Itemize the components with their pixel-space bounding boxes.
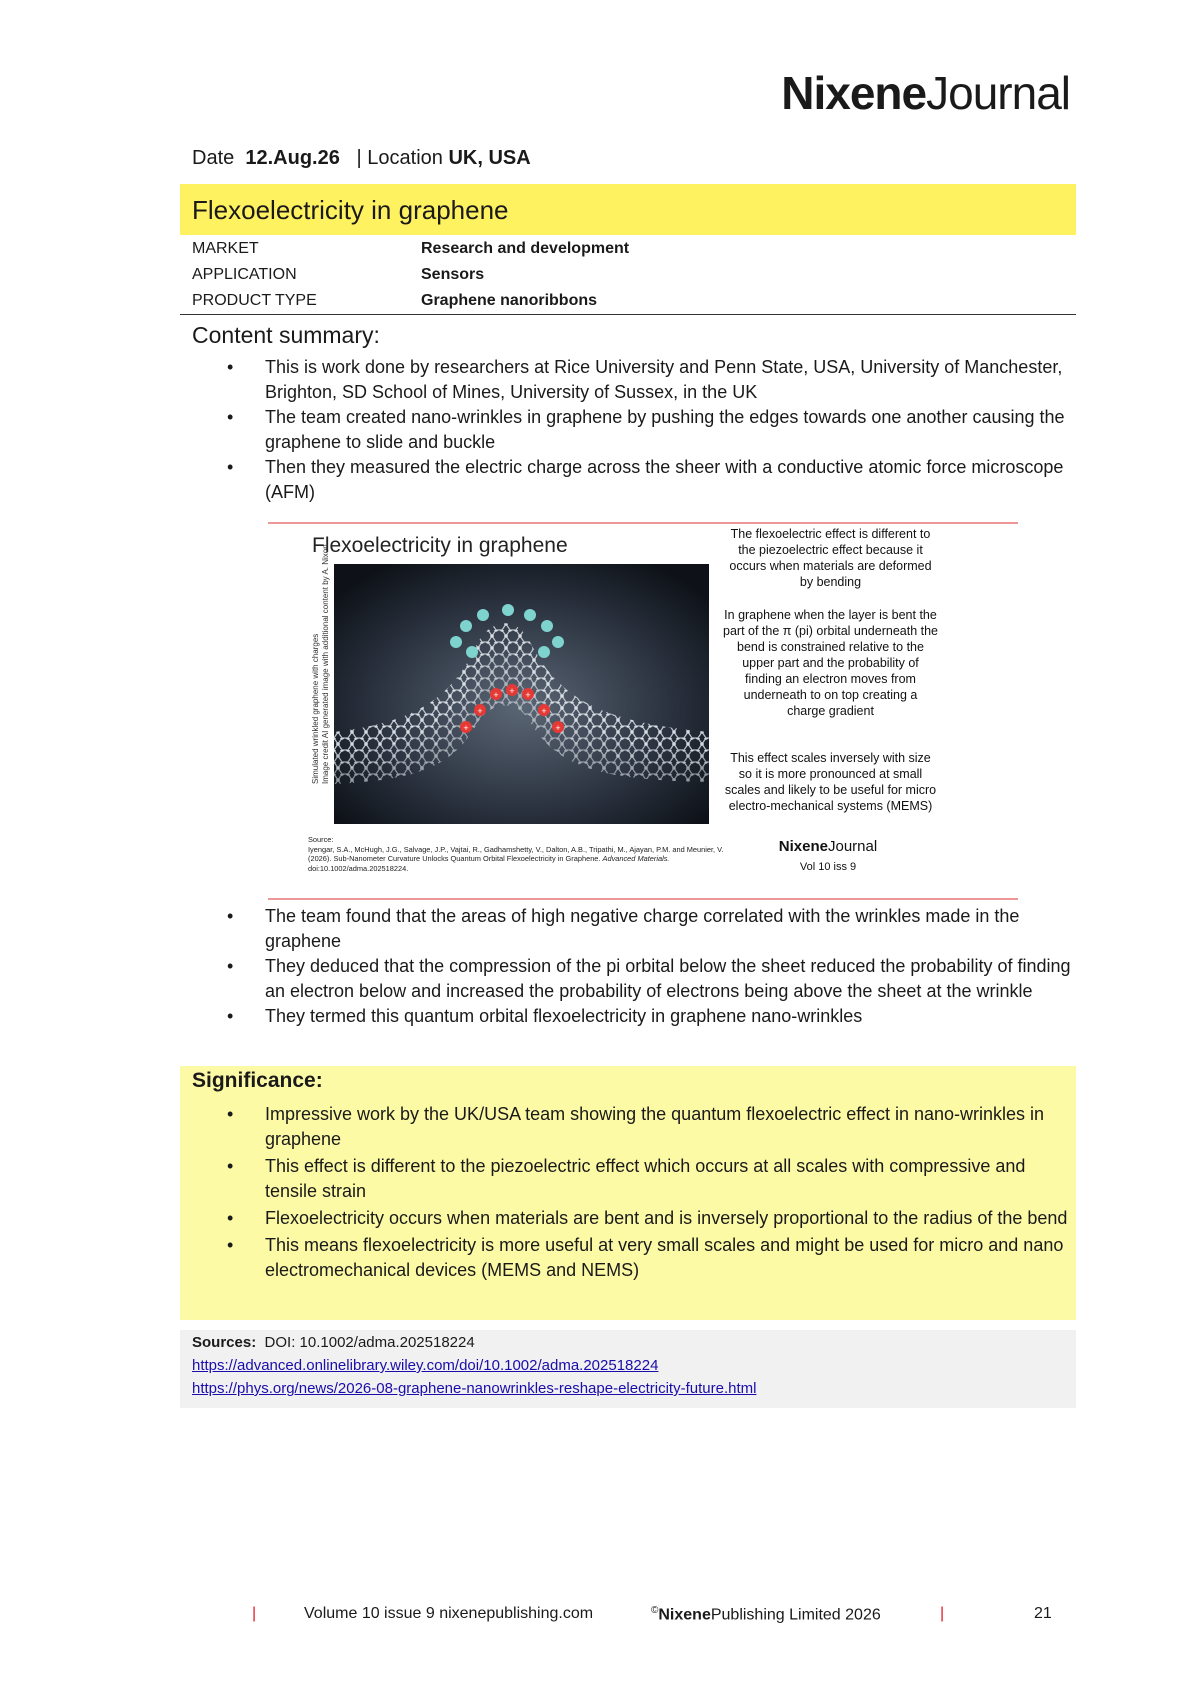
svg-text:+: + bbox=[525, 690, 531, 700]
meta-label-product-type: PRODUCT TYPE bbox=[192, 292, 317, 309]
list-item: • Then they measured the electric charge across the sheer with a conductive atomic force microscope (AFM) bbox=[192, 455, 1072, 505]
list-item: • This is work done by researchers at Rice University and Penn State, USA, University of Manchester, Brighton, SD School of Mines, University of Sussex, in the UK bbox=[192, 355, 1072, 405]
svg-text:+: + bbox=[463, 723, 469, 733]
list-item: • The team created nano-wrinkles in graphene by pushing the edges towards one another causing the graphene to slide and buckle bbox=[192, 405, 1072, 455]
svg-text:+: + bbox=[477, 706, 483, 716]
list-item: • This means flexoelectricity is more useful at very small scales and might be used for micro and nano electromechanical devices (MEMS and NEMS) bbox=[192, 1233, 1072, 1283]
figure-text-2: In graphene when the layer is bent the part of the π (pi) orbital underneath the bend is constrained relative to the upper part and the probability of finding an electron moves from underneath to on top creating a charge gradient bbox=[723, 608, 938, 718]
list-item: • They termed this quantum orbital flexoelectricity in graphene nano-wrinkles bbox=[192, 1004, 1072, 1029]
figure-source-label: Source: bbox=[308, 835, 334, 844]
svg-text:+: + bbox=[509, 686, 515, 696]
figure-side-caption-1: Simulated wrinkled graphene with charges bbox=[311, 633, 320, 784]
location-label: | Location bbox=[356, 147, 443, 169]
divider bbox=[180, 314, 1076, 315]
figure-text-3: This effect scales inversely with size so it is more pronounced at small scales and likely to be useful for micro electro-mechanical systems (MEMS) bbox=[724, 751, 937, 813]
list-item: • Impressive work by the UK/USA team showing the quantum flexoelectric effect in nano-wrinkles in graphene bbox=[192, 1102, 1072, 1152]
list-item: • Flexoelectricity occurs when materials are bent and is inversely proportional to the radius of the bend bbox=[192, 1206, 1072, 1231]
svg-text:+: + bbox=[541, 706, 547, 716]
logo-light: Journal bbox=[926, 67, 1070, 119]
significance-list bbox=[192, 1102, 1072, 1283]
logo-bold: Nixene bbox=[781, 67, 927, 119]
list-item: • This effect is different to the piezoelectric effect which occurs at all scales with compressive and tensile strain bbox=[192, 1154, 1072, 1204]
meta-label-market: MARKET bbox=[192, 240, 259, 257]
figure-text-1: The flexoelectric effect is different to the piezoelectric effect because it occurs when materials are deformed by bending bbox=[729, 527, 932, 589]
list-item: • They deduced that the compression of the pi orbital below the sheet reduced the probability of finding an electron below and increased the probability of electrons being above the sheet at the wrinkle bbox=[192, 954, 1072, 1004]
meta-value-application: Sensors bbox=[421, 266, 485, 283]
summary-list-bottom bbox=[192, 904, 1072, 1029]
meta-value-market: Research and development bbox=[421, 240, 630, 257]
copyright-symbol: © bbox=[651, 1605, 659, 1616]
page-number: 21 bbox=[1034, 1605, 1052, 1622]
article-title: Flexoelectricity in graphene bbox=[192, 195, 509, 225]
meta-value-product-type: Graphene nanoribbons bbox=[421, 292, 598, 309]
footer-publisher-rest: Publishing Limited 2026 bbox=[710, 1606, 881, 1624]
graphene-image bbox=[334, 564, 709, 824]
footer-separator-left: | bbox=[252, 1605, 257, 1622]
figure-source-journal: Advanced Materials. bbox=[602, 854, 670, 863]
date-value: 12.Aug.26 bbox=[245, 147, 340, 169]
footer-publisher-bold: Nixene bbox=[658, 1606, 711, 1624]
summary-heading: Content summary: bbox=[192, 322, 380, 348]
significance-heading: Significance: bbox=[192, 1069, 323, 1092]
location-value: UK, USA bbox=[448, 147, 531, 169]
figure-source-doi: doi:10.1002/adma.202518224. bbox=[308, 863, 409, 873]
source-link-2[interactable]: https://phys.org/news/2026-08-graphene-nanowrinkles-reshape-electricity-future.html bbox=[192, 1380, 757, 1397]
article-title-bar bbox=[180, 184, 1076, 235]
figure-source bbox=[308, 835, 738, 873]
meta-label-application: APPLICATION bbox=[192, 266, 297, 283]
sources-link-2-line bbox=[192, 1380, 756, 1397]
sources-doi: DOI: 10.1002/adma.202518224 bbox=[264, 1334, 475, 1351]
date-label: Date bbox=[192, 147, 235, 169]
dateline bbox=[192, 147, 531, 170]
footer-copyright bbox=[651, 1605, 881, 1624]
figure-svg bbox=[268, 522, 1018, 900]
figure-title: Flexoelectricity in graphene bbox=[312, 534, 568, 557]
list-item: • The team found that the areas of high negative charge correlated with the wrinkles made in the graphene bbox=[192, 904, 1072, 954]
sources-doi-line bbox=[192, 1334, 475, 1351]
figure-side-caption-2: Image credit AI generated image with additional content by A. Nixon bbox=[321, 544, 330, 784]
sources-label: Sources: bbox=[192, 1334, 257, 1351]
svg-text:+: + bbox=[555, 723, 561, 733]
summary-list-top bbox=[192, 355, 1072, 505]
figure-source-text: Iyengar, S.A., McHugh, J.G., Salvage, J.P., Vajtai, R., Gadhamshetty, V., Dalton, A.B., Tripathi, M., Ajayan, P.M. and Meunier, V. (2026). Sub-Nanometer Curvature Unlocks Quantum Orbital Flexoelectricity in Graphene. bbox=[308, 844, 724, 863]
journal-logo bbox=[781, 67, 1070, 119]
figure-brand: NixeneJournal bbox=[778, 838, 878, 855]
footer-separator-right: | bbox=[940, 1605, 945, 1622]
figure-infographic bbox=[268, 522, 1018, 900]
svg-text:+: + bbox=[493, 690, 499, 700]
figure-volume: Vol 10 iss 9 bbox=[799, 861, 857, 873]
source-link-1[interactable]: https://advanced.onlinelibrary.wiley.com/doi/10.1002/adma.202518224 bbox=[192, 1357, 659, 1374]
sources-link-1-line bbox=[192, 1357, 658, 1374]
footer-volume: Volume 10 issue 9 nixenepublishing.com bbox=[304, 1605, 594, 1622]
